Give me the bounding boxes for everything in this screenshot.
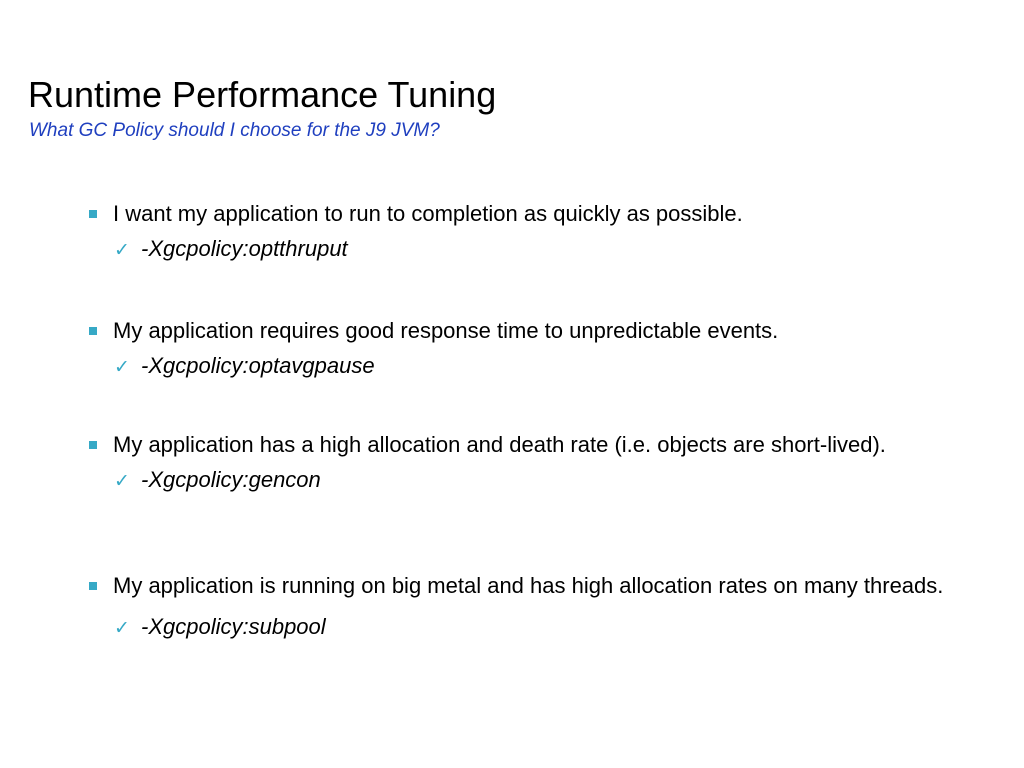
- bullet-text: My application requires good response time to unpredictable events.: [113, 318, 779, 343]
- checkmark-icon: ✓: [114, 356, 130, 378]
- checkmark-icon: ✓: [114, 470, 130, 492]
- bullet-main-line: [88, 433, 948, 457]
- bullet-text: My application is running on big metal and has high allocation rates on many threads.: [113, 573, 944, 598]
- gc-policy-option: -Xgcpolicy:gencon: [141, 467, 321, 492]
- bullet-sub-line: [88, 353, 948, 379]
- bullet-item: [88, 202, 948, 262]
- square-bullet-icon: [89, 210, 97, 218]
- bullet-main-line: [88, 319, 948, 343]
- bullet-item: [88, 433, 948, 493]
- checkmark-icon: ✓: [114, 239, 130, 261]
- square-bullet-icon: [89, 327, 97, 335]
- slide-subtitle: What GC Policy should I choose for the J9 JVM?: [29, 120, 440, 141]
- square-bullet-icon: [89, 582, 97, 590]
- gc-policy-option: -Xgcpolicy:optthruput: [141, 236, 348, 261]
- bullet-item: [88, 574, 948, 640]
- bullet-text: My application has a high allocation and death rate (i.e. objects are short-lived).: [113, 432, 886, 457]
- bullet-sub-line: [88, 614, 948, 640]
- bullet-sub-line: [88, 236, 948, 262]
- gc-policy-option: -Xgcpolicy:optavgpause: [141, 353, 375, 378]
- square-bullet-icon: [89, 441, 97, 449]
- bullet-text: I want my application to run to completion as quickly as possible.: [113, 201, 743, 226]
- bullet-item: [88, 319, 948, 379]
- slide-title: Runtime Performance Tuning: [28, 74, 497, 115]
- gc-policy-option: -Xgcpolicy:subpool: [141, 614, 326, 639]
- bullet-sub-line: [88, 467, 948, 493]
- bullet-main-line: [88, 202, 948, 226]
- checkmark-icon: ✓: [114, 617, 130, 639]
- bullet-main-line: [88, 574, 948, 598]
